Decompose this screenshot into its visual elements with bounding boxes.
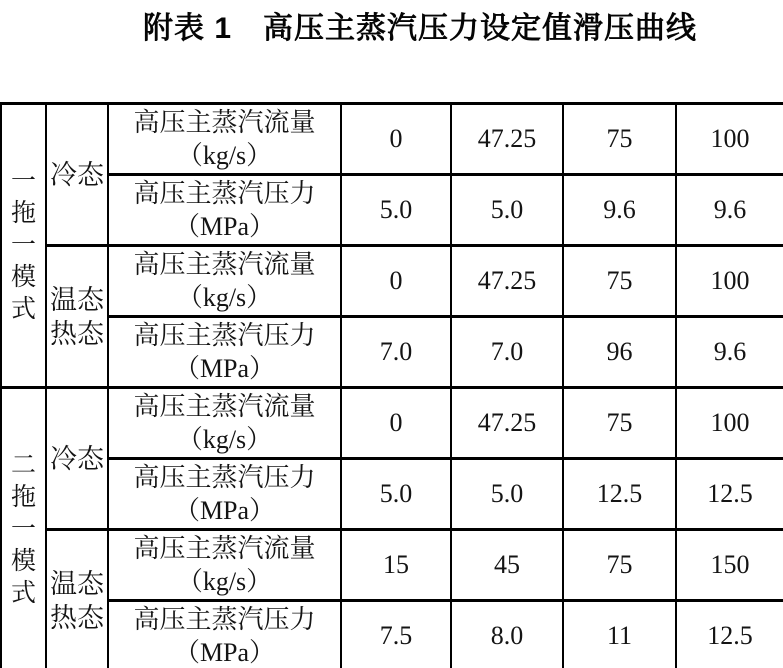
value-cell: 96 (563, 317, 676, 388)
page-title: 附表 1 高压主蒸汽压力设定值滑压曲线 (143, 12, 698, 45)
value-cell: 9.6 (676, 317, 783, 388)
value-cell: 12.5 (676, 601, 783, 668)
param-cell-pressure (108, 317, 341, 388)
value-cell: 12.5 (563, 459, 676, 530)
mode-char: 一 (10, 167, 36, 195)
value-cell: 100 (676, 104, 783, 175)
state-cell-cold (46, 388, 108, 530)
param-unit: （MPa） (173, 212, 276, 241)
state-label: 冷态 (50, 159, 104, 190)
mode-char: 二 (10, 451, 36, 479)
param-unit: （MPa） (173, 354, 276, 383)
param-name: 高压主蒸汽压力 (133, 179, 316, 208)
value-cell: 5.0 (451, 459, 563, 530)
value-cell: 47.25 (451, 104, 563, 175)
param-name: 高压主蒸汽压力 (133, 463, 316, 492)
table-row (1, 459, 783, 530)
value-cell: 12.5 (676, 459, 783, 530)
state-cell-warm-hot (46, 530, 108, 668)
mode-cell-one-drag-one (1, 104, 46, 388)
mode-char: 式 (10, 579, 36, 607)
value-cell: 0 (341, 104, 451, 175)
param-unit: （kg/s） (176, 425, 273, 454)
param-name: 高压主蒸汽流量 (133, 392, 316, 421)
value-cell: 5.0 (341, 459, 451, 530)
value-cell: 150 (676, 530, 783, 601)
param-name: 高压主蒸汽流量 (133, 534, 316, 563)
param-cell-pressure (108, 175, 341, 246)
param-cell-flow (108, 104, 341, 175)
value-cell: 15 (341, 530, 451, 601)
value-cell: 9.6 (676, 175, 783, 246)
param-unit: （MPa） (173, 638, 276, 667)
table-row (1, 104, 783, 175)
value-cell: 47.25 (451, 388, 563, 459)
mode-char: 一 (10, 231, 36, 259)
mode-cell-two-drag-one (1, 388, 46, 668)
mode-char: 模 (10, 547, 36, 575)
value-cell: 7.0 (451, 317, 563, 388)
table-row (1, 601, 783, 668)
param-unit: （kg/s） (176, 141, 273, 170)
state-label: 热态 (50, 602, 104, 633)
value-cell: 0 (341, 246, 451, 317)
value-cell: 75 (563, 104, 676, 175)
value-cell: 75 (563, 388, 676, 459)
table-row (1, 530, 783, 601)
value-cell: 0 (341, 388, 451, 459)
param-name: 高压主蒸汽压力 (133, 321, 316, 350)
table-row (1, 317, 783, 388)
value-cell: 5.0 (451, 175, 563, 246)
state-label: 热态 (50, 318, 104, 349)
param-unit: （kg/s） (176, 567, 273, 596)
sliding-pressure-table (0, 102, 783, 668)
value-cell: 9.6 (563, 175, 676, 246)
table-row (1, 175, 783, 246)
param-cell-flow (108, 530, 341, 601)
param-unit: （MPa） (173, 496, 276, 525)
param-cell-pressure (108, 601, 341, 668)
state-cell-warm-hot (46, 246, 108, 388)
table-row (1, 388, 783, 459)
value-cell: 47.25 (451, 246, 563, 317)
state-cell-cold (46, 104, 108, 246)
state-label: 温态 (50, 568, 104, 599)
value-cell: 7.0 (341, 317, 451, 388)
mode-char: 拖 (10, 199, 36, 227)
table-row (1, 246, 783, 317)
param-unit: （kg/s） (176, 283, 273, 312)
param-name: 高压主蒸汽压力 (133, 605, 316, 634)
mode-char: 一 (10, 515, 36, 543)
mode-char: 式 (10, 295, 36, 323)
value-cell: 75 (563, 246, 676, 317)
value-cell: 7.5 (341, 601, 451, 668)
param-name: 高压主蒸汽流量 (133, 108, 316, 137)
param-cell-flow (108, 388, 341, 459)
value-cell: 45 (451, 530, 563, 601)
state-label: 温态 (50, 284, 104, 315)
state-label: 冷态 (50, 443, 104, 474)
mode-char: 模 (10, 263, 36, 291)
param-name: 高压主蒸汽流量 (133, 250, 316, 279)
value-cell: 100 (676, 246, 783, 317)
value-cell: 11 (563, 601, 676, 668)
value-cell: 8.0 (451, 601, 563, 668)
value-cell: 100 (676, 388, 783, 459)
value-cell: 5.0 (341, 175, 451, 246)
mode-char: 拖 (10, 483, 36, 511)
param-cell-flow (108, 246, 341, 317)
value-cell: 75 (563, 530, 676, 601)
param-cell-pressure (108, 459, 341, 530)
